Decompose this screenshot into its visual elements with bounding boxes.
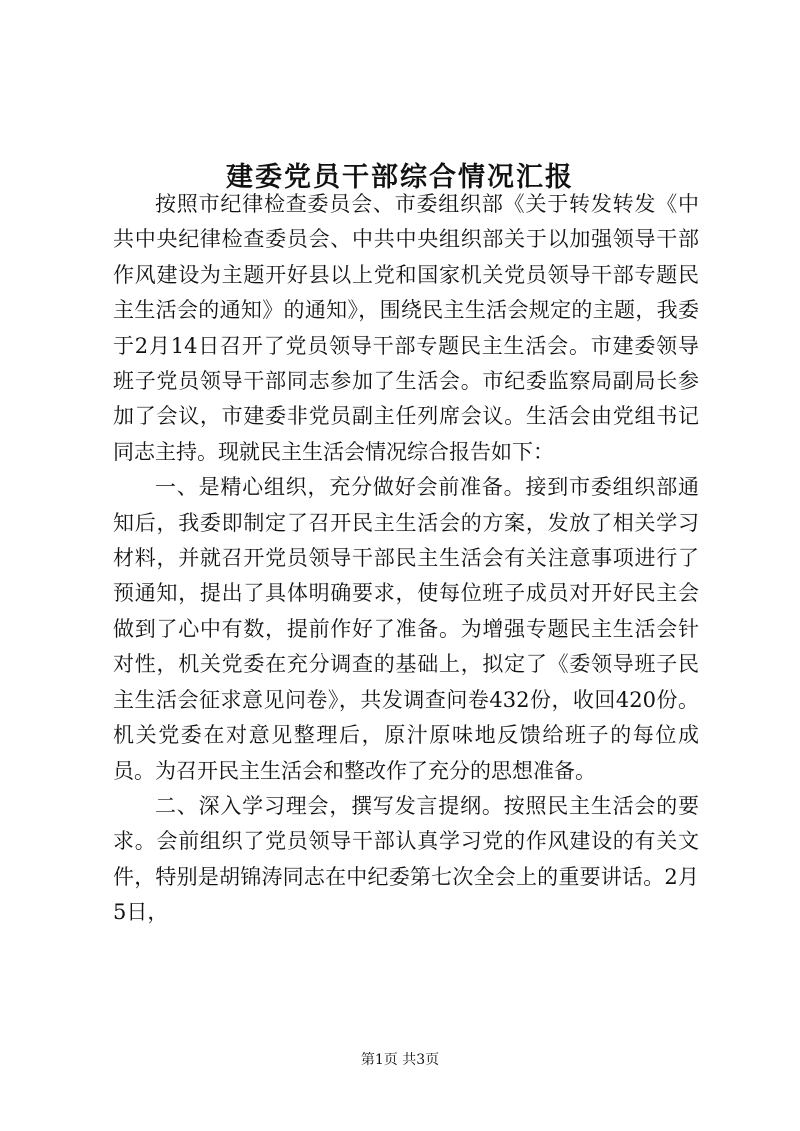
paragraph-study: 二、深入学习理会，撰写发言提纲。按照民主生活会的要求。会前组织了党员领导干部认真学习党的作风建设的有关文件，特别是胡锦涛同志在中纪委第七次全会上的重要讲话。2月5日， <box>113 793 699 925</box>
paragraph-intro: 按照市纪律检查委员会、市委组织部《关于转发转发《中共中央纪律检查委员会、中共中央组织部关于以加强领导干部作风建设为主题开好县以上党和国家机关党员领导干部专题民主生活会的通知》的通知》，围绕民主生活会规定的主题，我委于2月14日召开了党员领导干部专题民主生活会。市建委领导班子党员领导干部同志参加了生活会。市纪委监察局副局长参加了会议，市建委非党员副主任列席会议。生活会由党组书记同志主持。现就民主生活会情况综合报告如下： <box>113 192 699 464</box>
document-title: 建委党员干部综合情况汇报 <box>226 162 574 194</box>
paragraph-preparation: 一、是精心组织，充分做好会前准备。接到市委组织部通知后，我委即制定了召开民主生活会的方案，发放了相关学习材料，并就召开党员领导干部民主生活会有关注意事项进行了预通知，提出了具体明确要求，使每位班子成员对开好民主会做到了心中有数，提前作好了准备。为增强专题民主生活会针对性，机关党委在充分调查的基础上，拟定了《委领导班子民主生活会征求意见问卷》，共发调查问卷432份，收回420份。机关党委在对意见整理后，原汁原味地反馈给班子的每位成员。为召开民主生活会和整改作了充分的思想准备。 <box>113 475 699 783</box>
page-number-label: 第1页 共3页 <box>360 1052 440 1068</box>
page-footer <box>0 1050 800 1070</box>
document-body <box>113 187 699 931</box>
